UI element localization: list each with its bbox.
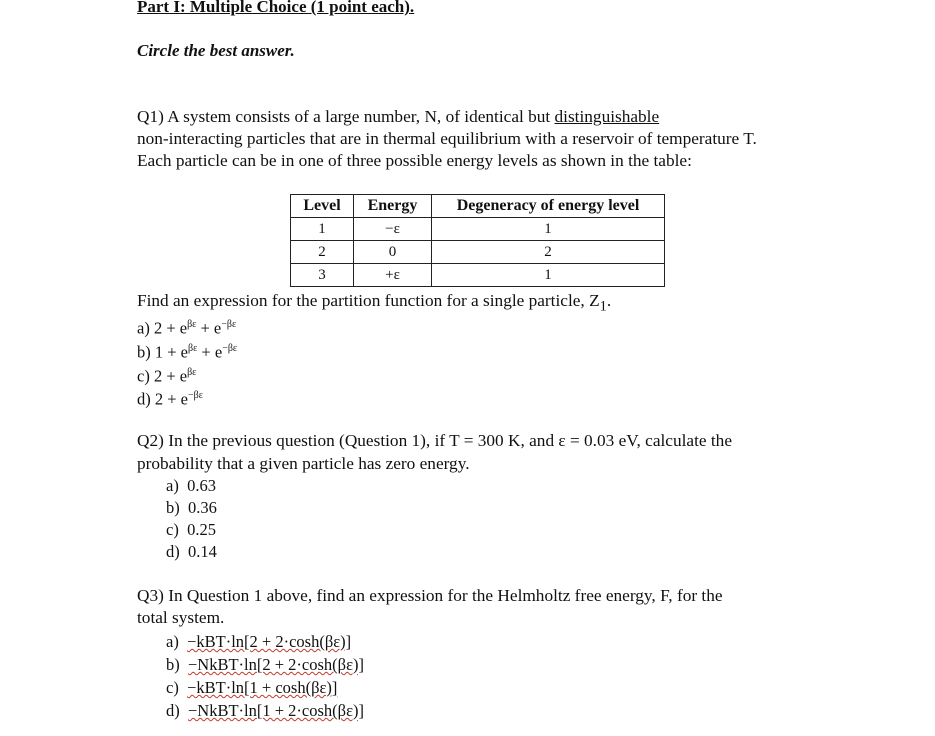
- table-row: [291, 264, 665, 287]
- q1-line-3: Each particle can be in one of three possible energy levels as shown in the table:: [137, 151, 692, 170]
- q1-line-1: Q1) A system consists of a large number, N, of identical but distinguishable: [137, 107, 660, 126]
- q2-line-2: probability that a given particle has zero energy.: [137, 454, 470, 473]
- q2-option-d[interactable]: d) 0.14: [166, 542, 217, 561]
- q1-line-2: non-interacting particles that are in thermal equilibrium with a reservoir of temperature T.: [137, 129, 757, 148]
- table-cell: −ε: [354, 218, 432, 241]
- table-cell: 2: [291, 241, 354, 264]
- q3-option-d[interactable]: d) −NkBT·ln[1 + 2·cosh(βε)]: [166, 701, 364, 720]
- energy-level-table: [290, 194, 665, 287]
- q1-option-d[interactable]: d) $2 + e^{-\beta\varepsilon}$: [137, 389, 203, 409]
- q1-option-b[interactable]: b) $1 + e^{\beta\varepsilon} + e^{-\beta\varepsilon}$: [137, 342, 238, 362]
- table-row: [291, 241, 665, 264]
- table-header: Energy: [354, 195, 432, 218]
- q2-line-1: Q2) In the previous question (Question 1), if T = 300 K, and ε = 0.03 eV, calculate the: [137, 431, 732, 450]
- table-header: Degeneracy of energy level: [432, 195, 665, 218]
- table-cell: 2: [432, 241, 665, 264]
- q1-option-a[interactable]: a) $2 + e^{\beta\varepsilon} + e^{-\beta\varepsilon}$: [137, 318, 237, 338]
- table-cell: 1: [291, 218, 354, 241]
- section-heading: Part I: Multiple Choice (1 point each).: [137, 0, 415, 16]
- q3-option-a[interactable]: a) −kBT·ln[2 + 2·cosh(βε)]: [166, 632, 352, 651]
- table-row: [291, 218, 665, 241]
- q3-option-b[interactable]: b) −NkBT·ln[2 + 2·cosh(βε)]: [166, 655, 364, 674]
- table-cell: 1: [432, 264, 665, 287]
- q1-prompt: Find an expression for the partition function for a single particle, $Z_1$.: [137, 291, 612, 315]
- q1-option-c[interactable]: c) $2 + e^{\beta\varepsilon}$: [137, 366, 197, 386]
- q3-line-1: Q3) In Question 1 above, find an expression for the Helmholtz free energy, F, for the: [137, 586, 723, 605]
- table-cell: 3: [291, 264, 354, 287]
- table-cell: 0: [354, 241, 432, 264]
- table-cell: 1: [432, 218, 665, 241]
- q2-option-b[interactable]: b) 0.36: [166, 498, 217, 517]
- q2-option-c[interactable]: c) 0.25: [166, 520, 216, 539]
- table-cell: +ε: [354, 264, 432, 287]
- table-header-row: [291, 195, 665, 218]
- q2-option-a[interactable]: a) 0.63: [166, 476, 216, 495]
- q3-line-2: total system.: [137, 608, 225, 627]
- q3-option-c[interactable]: c) −kBT·ln[1 + cosh(βε)]: [166, 678, 338, 697]
- instruction-text: Circle the best answer.: [137, 41, 295, 60]
- table-header: Level: [291, 195, 354, 218]
